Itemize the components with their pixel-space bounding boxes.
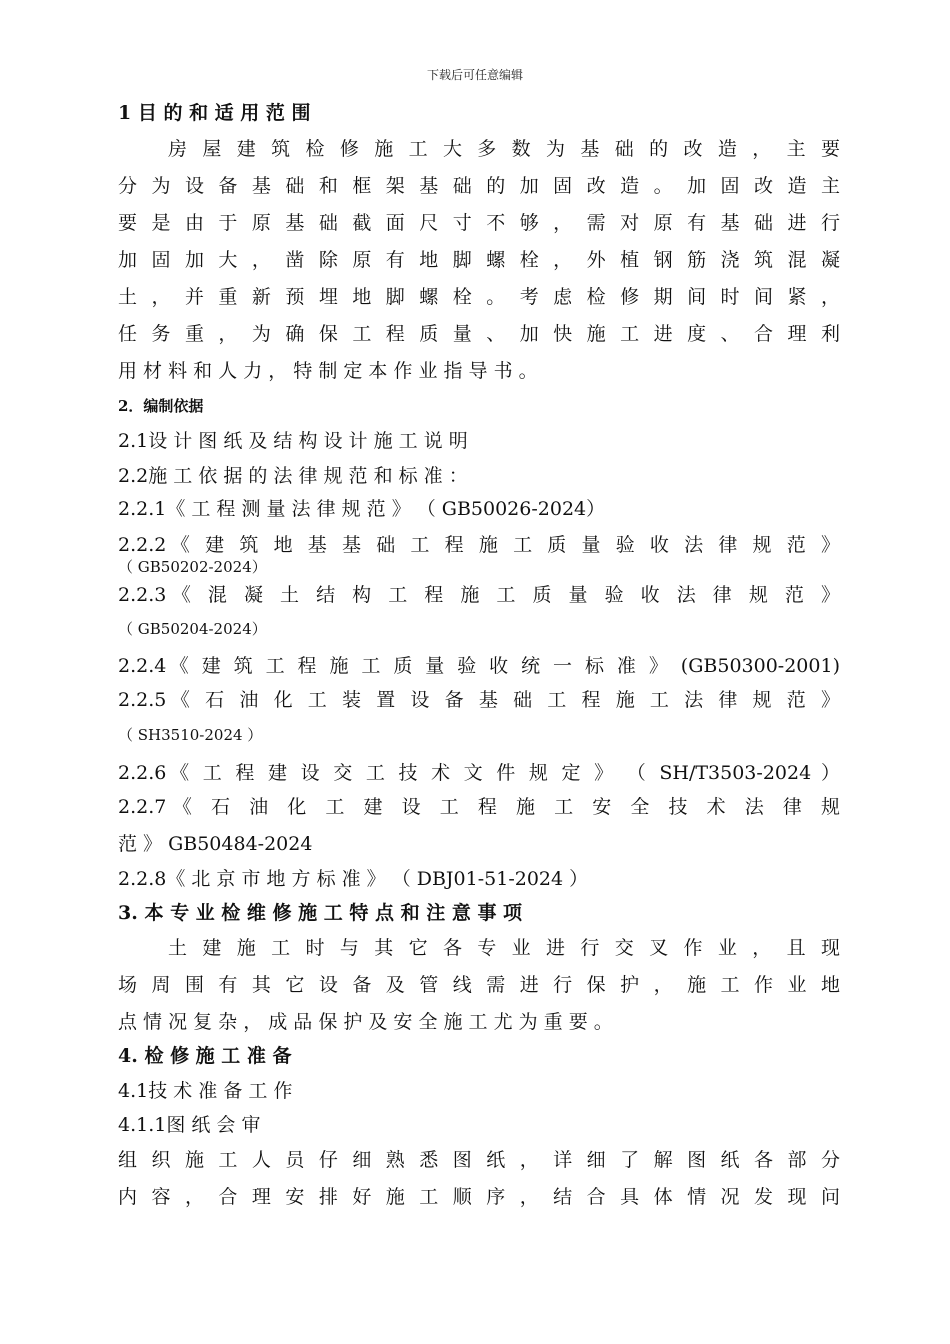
s2-line: 2.2.3《 混 凝 土 结 构 工 程 施 工 质 量 验 收 法 律 规 范 》 (118, 584, 840, 606)
s1-paragraph-line: 任 务 重 ， 为 确 保 工 程 质 量 、 加 快 施 工 进 度 、 合 理 利 (118, 323, 840, 345)
page-header: 下载后可任意编辑 (426, 68, 523, 82)
section-4-title: 4. 检 修 施 工 准 备 (118, 1045, 292, 1067)
s3-paragraph-line: 场 周 围 有 其 它 设 备 及 管 线 需 进 行 保 护 ， 施 工 作 业 地 (118, 974, 840, 996)
s1-paragraph-line: 土 ， 并 重 新 预 埋 地 脚 螺 栓 。 考 虑 检 修 期 间 时 间 紧 ， (118, 286, 840, 308)
s2-line: （ GB50204-2024） (118, 620, 267, 638)
s2-line: 2.2.8《 北 京 市 地 方 标 准 》 （ DBJ01-51-2024 ） (118, 868, 589, 890)
s1-paragraph-line: 加 固 加 大 ， 凿 除 原 有 地 脚 螺 栓 ， 外 植 钢 筋 浇 筑 混 凝 (118, 249, 840, 271)
s2-line: 2.2.5《 石 油 化 工 装 置 设 备 基 础 工 程 施 工 法 律 规 范 》 (118, 689, 840, 711)
s2-line: 2.2.6《 工 程 建 设 交 工 技 术 文 件 规 定 》 （ SH/T3503-2024 ） (118, 762, 840, 784)
s2-line: （ GB50202-2024） (118, 558, 267, 576)
s4-line: 内 容 ， 合 理 安 排 好 施 工 顺 序 ， 结 合 具 体 情 况 发 现 问 (118, 1186, 840, 1208)
s1-paragraph-line: 房 屋 建 筑 检 修 施 工 大 多 数 为 基 础 的 改 造 ， 主 要 (168, 138, 840, 160)
s2-line: 2.2.1《 工 程 测 量 法 律 规 范 》 （ GB50026-2024） (118, 498, 606, 520)
s4-line: 4.1技 术 准 备 工 作 (118, 1080, 293, 1102)
s1-paragraph-line: 用 材 料 和 人 力 ， 特 制 定 本 作 业 指 导 书 。 (118, 360, 538, 382)
s2-line: 2.2.4《 建 筑 工 程 施 工 质 量 验 收 统 一 标 准 》 (GB50300-2001) (118, 655, 840, 677)
s2-line: 2.2.2《 建 筑 地 基 基 础 工 程 施 工 质 量 验 收 法 律 规 范 》 (118, 534, 840, 556)
s2-line: 范 》 GB50484-2024 (118, 833, 313, 855)
s1-paragraph-line: 要 是 由 于 原 基 础 截 面 尺 寸 不 够 ， 需 对 原 有 基 础 进 行 (118, 212, 840, 234)
s2-line: 2.2施 工 依 据 的 法 律 规 范 和 标 准 ： (118, 465, 468, 487)
section-1-title: 1 目 的 和 适 用 范 围 (118, 102, 311, 124)
section-2-title: 2．编制依据 (118, 397, 204, 415)
s4-line: 4.1.1图 纸 会 审 (118, 1114, 261, 1136)
s2-line: 2.2.7《 石 油 化 工 建 设 工 程 施 工 安 全 技 术 法 律 规 (118, 796, 840, 818)
s3-paragraph-line: 土 建 施 工 时 与 其 它 各 专 业 进 行 交 叉 作 业 ， 且 现 (168, 937, 840, 959)
s4-line: 组 织 施 工 人 员 仔 细 熟 悉 图 纸 ， 详 细 了 解 图 纸 各 部 分 (118, 1149, 840, 1171)
s2-line: 2.1设 计 图 纸 及 结 构 设 计 施 工 说 明 (118, 430, 468, 452)
s3-paragraph-line: 点 情 况 复 杂 ， 成 品 保 护 及 安 全 施 工 尤 为 重 要 。 (118, 1011, 613, 1033)
s1-paragraph-line: 分 为 设 备 基 础 和 框 架 基 础 的 加 固 改 造 。 加 固 改 造 主 (118, 175, 840, 197)
section-3-title: 3. 本 专 业 检 维 修 施 工 特 点 和 注 意 事 项 (118, 902, 523, 924)
s2-line: （ SH3510-2024 ） (118, 726, 263, 744)
